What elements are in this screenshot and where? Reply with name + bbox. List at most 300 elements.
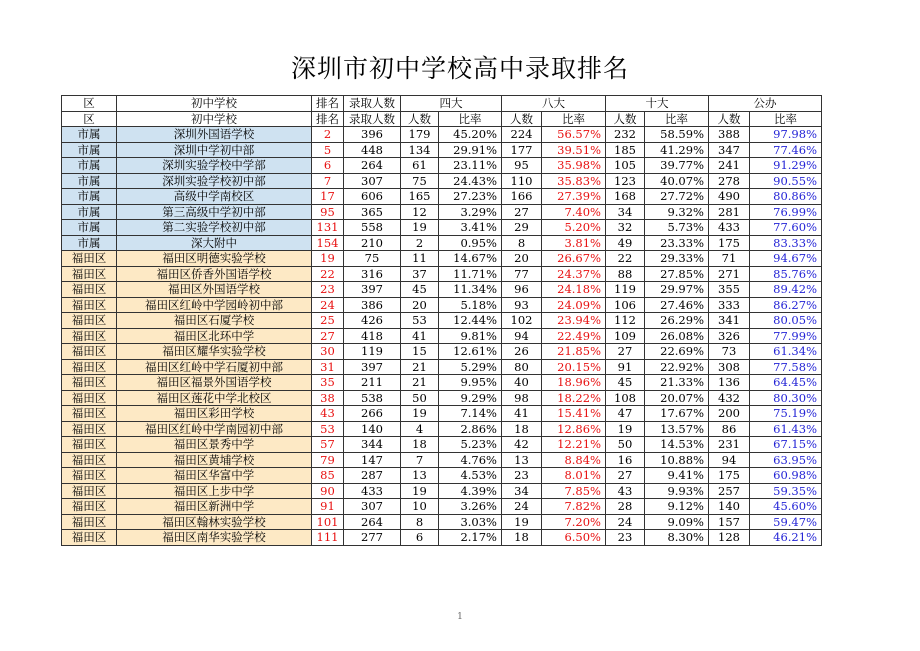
- header-group-top10: 十大: [606, 96, 709, 112]
- top10-ratio-cell: 21.33%: [645, 375, 709, 391]
- table-row: [62, 514, 822, 530]
- top8-ratio-cell: 12.21%: [542, 437, 606, 453]
- top8-ratio-cell: 7.40%: [542, 204, 606, 220]
- top8-count-cell: 13: [502, 452, 542, 468]
- top8-ratio-cell: 24.18%: [542, 282, 606, 298]
- admitted-cell: 386: [344, 297, 401, 313]
- header-school: 初中学校: [117, 111, 312, 127]
- top8-count-cell: 19: [502, 514, 542, 530]
- top10-ratio-cell: 10.88%: [645, 452, 709, 468]
- top8-count-cell: 26: [502, 344, 542, 360]
- top10-count-cell: 232: [606, 127, 645, 143]
- school-cell: 深圳实验学校中学部: [117, 158, 312, 174]
- public-ratio-cell: 94.67%: [750, 251, 822, 267]
- top4-count-cell: 53: [401, 313, 439, 329]
- top4-ratio-cell: 5.18%: [439, 297, 502, 313]
- admitted-cell: 538: [344, 390, 401, 406]
- table-row: [62, 204, 822, 220]
- rank-cell: 53: [312, 421, 344, 437]
- header-ratio: 比率: [750, 111, 822, 127]
- public-count-cell: 490: [709, 189, 750, 205]
- rank-cell: 6: [312, 158, 344, 174]
- rank-cell: 5: [312, 142, 344, 158]
- top10-count-cell: 47: [606, 406, 645, 422]
- top8-count-cell: 24: [502, 499, 542, 515]
- table-row: [62, 375, 822, 391]
- public-count-cell: 175: [709, 468, 750, 484]
- top8-count-cell: 98: [502, 390, 542, 406]
- district-cell: 市属: [62, 173, 117, 189]
- admitted-cell: 307: [344, 499, 401, 515]
- public-ratio-cell: 60.98%: [750, 468, 822, 484]
- district-cell: 福田区: [62, 313, 117, 329]
- top4-ratio-cell: 11.34%: [439, 282, 502, 298]
- top4-count-cell: 19: [401, 483, 439, 499]
- top10-count-cell: 45: [606, 375, 645, 391]
- top8-count-cell: 102: [502, 313, 542, 329]
- top10-ratio-cell: 27.85%: [645, 266, 709, 282]
- top10-ratio-cell: 5.73%: [645, 220, 709, 236]
- district-cell: 福田区: [62, 297, 117, 313]
- top8-count-cell: 8: [502, 235, 542, 251]
- top10-count-cell: 91: [606, 359, 645, 375]
- top4-ratio-cell: 9.29%: [439, 390, 502, 406]
- header-ratio: 比率: [645, 111, 709, 127]
- top8-ratio-cell: 27.39%: [542, 189, 606, 205]
- top8-ratio-cell: 7.20%: [542, 514, 606, 530]
- rank-cell: 24: [312, 297, 344, 313]
- ranking-table: [61, 95, 822, 546]
- top10-count-cell: 34: [606, 204, 645, 220]
- rank-cell: 43: [312, 406, 344, 422]
- admitted-cell: 316: [344, 266, 401, 282]
- header-ratio: 比率: [439, 111, 502, 127]
- top8-ratio-cell: 15.41%: [542, 406, 606, 422]
- public-ratio-cell: 61.43%: [750, 421, 822, 437]
- top8-count-cell: 29: [502, 220, 542, 236]
- rank-cell: 35: [312, 375, 344, 391]
- admitted-cell: 211: [344, 375, 401, 391]
- top10-count-cell: 112: [606, 313, 645, 329]
- top8-ratio-cell: 39.51%: [542, 142, 606, 158]
- top8-count-cell: 93: [502, 297, 542, 313]
- header-count: 人数: [502, 111, 542, 127]
- top4-ratio-cell: 12.61%: [439, 344, 502, 360]
- table-row: [62, 282, 822, 298]
- rank-cell: 95: [312, 204, 344, 220]
- admitted-cell: 426: [344, 313, 401, 329]
- top8-count-cell: 96: [502, 282, 542, 298]
- top8-ratio-cell: 3.81%: [542, 235, 606, 251]
- rank-cell: 31: [312, 359, 344, 375]
- header-count: 人数: [709, 111, 750, 127]
- top10-count-cell: 27: [606, 468, 645, 484]
- rank-cell: 17: [312, 189, 344, 205]
- top10-count-cell: 16: [606, 452, 645, 468]
- rank-cell: 2: [312, 127, 344, 143]
- district-cell: 福田区: [62, 514, 117, 530]
- top4-ratio-cell: 9.81%: [439, 328, 502, 344]
- table-row: [62, 158, 822, 174]
- rank-cell: 25: [312, 313, 344, 329]
- top10-ratio-cell: 26.29%: [645, 313, 709, 329]
- public-count-cell: 341: [709, 313, 750, 329]
- top4-count-cell: 7: [401, 452, 439, 468]
- public-ratio-cell: 77.58%: [750, 359, 822, 375]
- rank-cell: 57: [312, 437, 344, 453]
- public-ratio-cell: 77.60%: [750, 220, 822, 236]
- public-ratio-cell: 45.60%: [750, 499, 822, 515]
- public-ratio-cell: 90.55%: [750, 173, 822, 189]
- admitted-cell: 307: [344, 173, 401, 189]
- top4-ratio-cell: 45.20%: [439, 127, 502, 143]
- top8-ratio-cell: 5.20%: [542, 220, 606, 236]
- top4-count-cell: 134: [401, 142, 439, 158]
- public-count-cell: 94: [709, 452, 750, 468]
- top10-count-cell: 119: [606, 282, 645, 298]
- district-cell: 福田区: [62, 452, 117, 468]
- top10-ratio-cell: 9.41%: [645, 468, 709, 484]
- top8-count-cell: 34: [502, 483, 542, 499]
- top4-ratio-cell: 7.14%: [439, 406, 502, 422]
- top4-ratio-cell: 5.29%: [439, 359, 502, 375]
- public-ratio-cell: 89.42%: [750, 282, 822, 298]
- top8-count-cell: 94: [502, 328, 542, 344]
- top10-count-cell: 88: [606, 266, 645, 282]
- admitted-cell: 75: [344, 251, 401, 267]
- top4-ratio-cell: 24.43%: [439, 173, 502, 189]
- school-cell: 深圳实验学校初中部: [117, 173, 312, 189]
- table-row: [62, 266, 822, 282]
- admitted-cell: 418: [344, 328, 401, 344]
- top8-count-cell: 42: [502, 437, 542, 453]
- top10-ratio-cell: 23.33%: [645, 235, 709, 251]
- top8-count-cell: 95: [502, 158, 542, 174]
- school-cell: 福田区黄埔学校: [117, 452, 312, 468]
- school-cell: 第三高级中学初中部: [117, 204, 312, 220]
- school-cell: 福田区外国语学校: [117, 282, 312, 298]
- top4-ratio-cell: 0.95%: [439, 235, 502, 251]
- public-count-cell: 347: [709, 142, 750, 158]
- top10-ratio-cell: 9.09%: [645, 514, 709, 530]
- top4-count-cell: 41: [401, 328, 439, 344]
- rank-cell: 90: [312, 483, 344, 499]
- table-row: [62, 437, 822, 453]
- top4-ratio-cell: 3.29%: [439, 204, 502, 220]
- rank-cell: 7: [312, 173, 344, 189]
- header-rank: 排名: [312, 111, 344, 127]
- top8-ratio-cell: 18.96%: [542, 375, 606, 391]
- public-ratio-cell: 86.27%: [750, 297, 822, 313]
- top8-ratio-cell: 20.15%: [542, 359, 606, 375]
- top4-count-cell: 50: [401, 390, 439, 406]
- top4-count-cell: 75: [401, 173, 439, 189]
- public-count-cell: 355: [709, 282, 750, 298]
- top10-ratio-cell: 8.30%: [645, 530, 709, 546]
- district-cell: 福田区: [62, 530, 117, 546]
- district-cell: 福田区: [62, 375, 117, 391]
- top4-ratio-cell: 2.17%: [439, 530, 502, 546]
- top4-ratio-cell: 3.03%: [439, 514, 502, 530]
- district-cell: 市属: [62, 189, 117, 205]
- top4-count-cell: 15: [401, 344, 439, 360]
- top10-ratio-cell: 9.12%: [645, 499, 709, 515]
- rank-cell: 27: [312, 328, 344, 344]
- top4-count-cell: 45: [401, 282, 439, 298]
- district-cell: 市属: [62, 142, 117, 158]
- public-ratio-cell: 59.47%: [750, 514, 822, 530]
- top4-count-cell: 21: [401, 359, 439, 375]
- public-count-cell: 231: [709, 437, 750, 453]
- school-cell: 深圳外国语学校: [117, 127, 312, 143]
- top8-count-cell: 40: [502, 375, 542, 391]
- admitted-cell: 264: [344, 158, 401, 174]
- top4-ratio-cell: 4.53%: [439, 468, 502, 484]
- table-row: [62, 406, 822, 422]
- admitted-cell: 119: [344, 344, 401, 360]
- public-ratio-cell: 97.98%: [750, 127, 822, 143]
- district-cell: 福田区: [62, 483, 117, 499]
- top10-count-cell: 168: [606, 189, 645, 205]
- top8-count-cell: 20: [502, 251, 542, 267]
- admitted-cell: 606: [344, 189, 401, 205]
- table-row: [62, 189, 822, 205]
- top8-ratio-cell: 35.98%: [542, 158, 606, 174]
- header-district: 区: [62, 111, 117, 127]
- top4-count-cell: 4: [401, 421, 439, 437]
- public-count-cell: 200: [709, 406, 750, 422]
- header-group-public: 公办: [709, 96, 822, 112]
- public-ratio-cell: 76.99%: [750, 204, 822, 220]
- admitted-cell: 397: [344, 359, 401, 375]
- public-ratio-cell: 59.35%: [750, 483, 822, 499]
- rank-cell: 30: [312, 344, 344, 360]
- admitted-cell: 396: [344, 127, 401, 143]
- top4-ratio-cell: 11.71%: [439, 266, 502, 282]
- top10-count-cell: 123: [606, 173, 645, 189]
- header-admitted: 录取人数: [344, 96, 401, 112]
- top4-ratio-cell: 4.39%: [439, 483, 502, 499]
- rank-cell: 85: [312, 468, 344, 484]
- top4-count-cell: 165: [401, 189, 439, 205]
- rank-cell: 154: [312, 235, 344, 251]
- top10-ratio-cell: 29.33%: [645, 251, 709, 267]
- top8-count-cell: 18: [502, 530, 542, 546]
- top10-ratio-cell: 58.59%: [645, 127, 709, 143]
- top10-count-cell: 23: [606, 530, 645, 546]
- table-row: [62, 251, 822, 267]
- public-count-cell: 257: [709, 483, 750, 499]
- top10-ratio-cell: 22.92%: [645, 359, 709, 375]
- top8-ratio-cell: 24.37%: [542, 266, 606, 282]
- admitted-cell: 365: [344, 204, 401, 220]
- public-count-cell: 326: [709, 328, 750, 344]
- top10-ratio-cell: 22.69%: [645, 344, 709, 360]
- top4-ratio-cell: 2.86%: [439, 421, 502, 437]
- top8-ratio-cell: 7.82%: [542, 499, 606, 515]
- top4-count-cell: 2: [401, 235, 439, 251]
- table-row: [62, 483, 822, 499]
- school-cell: 高级中学南校区: [117, 189, 312, 205]
- top8-ratio-cell: 26.67%: [542, 251, 606, 267]
- public-count-cell: 432: [709, 390, 750, 406]
- district-cell: 福田区: [62, 468, 117, 484]
- top8-ratio-cell: 8.84%: [542, 452, 606, 468]
- public-count-cell: 140: [709, 499, 750, 515]
- table-row: [62, 297, 822, 313]
- admitted-cell: 210: [344, 235, 401, 251]
- top8-ratio-cell: 7.85%: [542, 483, 606, 499]
- top10-ratio-cell: 27.72%: [645, 189, 709, 205]
- admitted-cell: 344: [344, 437, 401, 453]
- table-row: [62, 344, 822, 360]
- header-admitted: 录取人数: [344, 111, 401, 127]
- top10-count-cell: 27: [606, 344, 645, 360]
- top10-count-cell: 32: [606, 220, 645, 236]
- public-count-cell: 73: [709, 344, 750, 360]
- top10-ratio-cell: 39.77%: [645, 158, 709, 174]
- top4-ratio-cell: 3.41%: [439, 220, 502, 236]
- top8-ratio-cell: 18.22%: [542, 390, 606, 406]
- public-count-cell: 136: [709, 375, 750, 391]
- page-title: 深圳市初中学校高中录取排名: [290, 54, 629, 83]
- top10-count-cell: 105: [606, 158, 645, 174]
- public-count-cell: 175: [709, 235, 750, 251]
- admitted-cell: 433: [344, 483, 401, 499]
- public-ratio-cell: 80.86%: [750, 189, 822, 205]
- public-ratio-cell: 77.99%: [750, 328, 822, 344]
- top4-ratio-cell: 4.76%: [439, 452, 502, 468]
- top8-count-cell: 27: [502, 204, 542, 220]
- top4-count-cell: 19: [401, 406, 439, 422]
- school-cell: 福田区红岭中学石厦初中部: [117, 359, 312, 375]
- top4-ratio-cell: 3.26%: [439, 499, 502, 515]
- top8-count-cell: 110: [502, 173, 542, 189]
- public-count-cell: 308: [709, 359, 750, 375]
- district-cell: 福田区: [62, 282, 117, 298]
- top10-ratio-cell: 9.93%: [645, 483, 709, 499]
- school-cell: 福田区华富中学: [117, 468, 312, 484]
- top10-count-cell: 43: [606, 483, 645, 499]
- school-cell: 第二实验学校初中部: [117, 220, 312, 236]
- header-count: 人数: [401, 111, 439, 127]
- rank-cell: 91: [312, 499, 344, 515]
- admitted-cell: 140: [344, 421, 401, 437]
- school-cell: 福田区南华实验学校: [117, 530, 312, 546]
- top10-count-cell: 19: [606, 421, 645, 437]
- rank-cell: 79: [312, 452, 344, 468]
- header-group-top4: 四大: [401, 96, 502, 112]
- top4-count-cell: 6: [401, 530, 439, 546]
- public-ratio-cell: 64.45%: [750, 375, 822, 391]
- admitted-cell: 266: [344, 406, 401, 422]
- district-cell: 福田区: [62, 499, 117, 515]
- top8-ratio-cell: 23.94%: [542, 313, 606, 329]
- school-cell: 福田区翰林实验学校: [117, 514, 312, 530]
- public-count-cell: 71: [709, 251, 750, 267]
- public-ratio-cell: 91.29%: [750, 158, 822, 174]
- top8-count-cell: 23: [502, 468, 542, 484]
- public-count-cell: 433: [709, 220, 750, 236]
- top8-ratio-cell: 6.50%: [542, 530, 606, 546]
- top8-count-cell: 77: [502, 266, 542, 282]
- public-count-cell: 388: [709, 127, 750, 143]
- table-row: [62, 173, 822, 189]
- header-rank: 排名: [312, 96, 344, 112]
- public-ratio-cell: 85.76%: [750, 266, 822, 282]
- district-cell: 市属: [62, 235, 117, 251]
- admitted-cell: 558: [344, 220, 401, 236]
- public-count-cell: 86: [709, 421, 750, 437]
- admitted-cell: 147: [344, 452, 401, 468]
- top10-ratio-cell: 20.07%: [645, 390, 709, 406]
- top10-ratio-cell: 9.32%: [645, 204, 709, 220]
- top4-ratio-cell: 23.11%: [439, 158, 502, 174]
- top8-count-cell: 224: [502, 127, 542, 143]
- school-cell: 福田区明德实验学校: [117, 251, 312, 267]
- header-count: 人数: [606, 111, 645, 127]
- district-cell: 福田区: [62, 437, 117, 453]
- top4-count-cell: 37: [401, 266, 439, 282]
- school-cell: 福田区莲花中学北校区: [117, 390, 312, 406]
- top10-count-cell: 50: [606, 437, 645, 453]
- public-ratio-cell: 63.95%: [750, 452, 822, 468]
- top8-ratio-cell: 22.49%: [542, 328, 606, 344]
- top10-ratio-cell: 29.97%: [645, 282, 709, 298]
- rank-cell: 38: [312, 390, 344, 406]
- table-row: [62, 235, 822, 251]
- public-count-cell: 333: [709, 297, 750, 313]
- admitted-cell: 277: [344, 530, 401, 546]
- public-count-cell: 271: [709, 266, 750, 282]
- school-cell: 福田区侨香外国语学校: [117, 266, 312, 282]
- rank-cell: 101: [312, 514, 344, 530]
- district-cell: 市属: [62, 158, 117, 174]
- header-school: 初中学校: [117, 96, 312, 112]
- top4-count-cell: 20: [401, 297, 439, 313]
- top4-count-cell: 8: [401, 514, 439, 530]
- top10-ratio-cell: 14.53%: [645, 437, 709, 453]
- public-count-cell: 241: [709, 158, 750, 174]
- admitted-cell: 397: [344, 282, 401, 298]
- top8-ratio-cell: 35.83%: [542, 173, 606, 189]
- rank-cell: 23: [312, 282, 344, 298]
- top8-ratio-cell: 24.09%: [542, 297, 606, 313]
- table-row: [62, 359, 822, 375]
- table-row: [62, 499, 822, 515]
- top8-ratio-cell: 8.01%: [542, 468, 606, 484]
- public-count-cell: 278: [709, 173, 750, 189]
- district-cell: 福田区: [62, 266, 117, 282]
- public-count-cell: 281: [709, 204, 750, 220]
- school-cell: 福田区红岭中学园岭初中部: [117, 297, 312, 313]
- top10-count-cell: 106: [606, 297, 645, 313]
- top10-ratio-cell: 40.07%: [645, 173, 709, 189]
- top8-count-cell: 166: [502, 189, 542, 205]
- top4-ratio-cell: 12.44%: [439, 313, 502, 329]
- rank-cell: 22: [312, 266, 344, 282]
- top10-count-cell: 108: [606, 390, 645, 406]
- district-cell: 福田区: [62, 421, 117, 437]
- top10-count-cell: 49: [606, 235, 645, 251]
- top4-count-cell: 18: [401, 437, 439, 453]
- top4-ratio-cell: 5.23%: [439, 437, 502, 453]
- top10-ratio-cell: 27.46%: [645, 297, 709, 313]
- district-cell: 福田区: [62, 406, 117, 422]
- school-cell: 福田区耀华实验学校: [117, 344, 312, 360]
- top4-count-cell: 10: [401, 499, 439, 515]
- top10-count-cell: 22: [606, 251, 645, 267]
